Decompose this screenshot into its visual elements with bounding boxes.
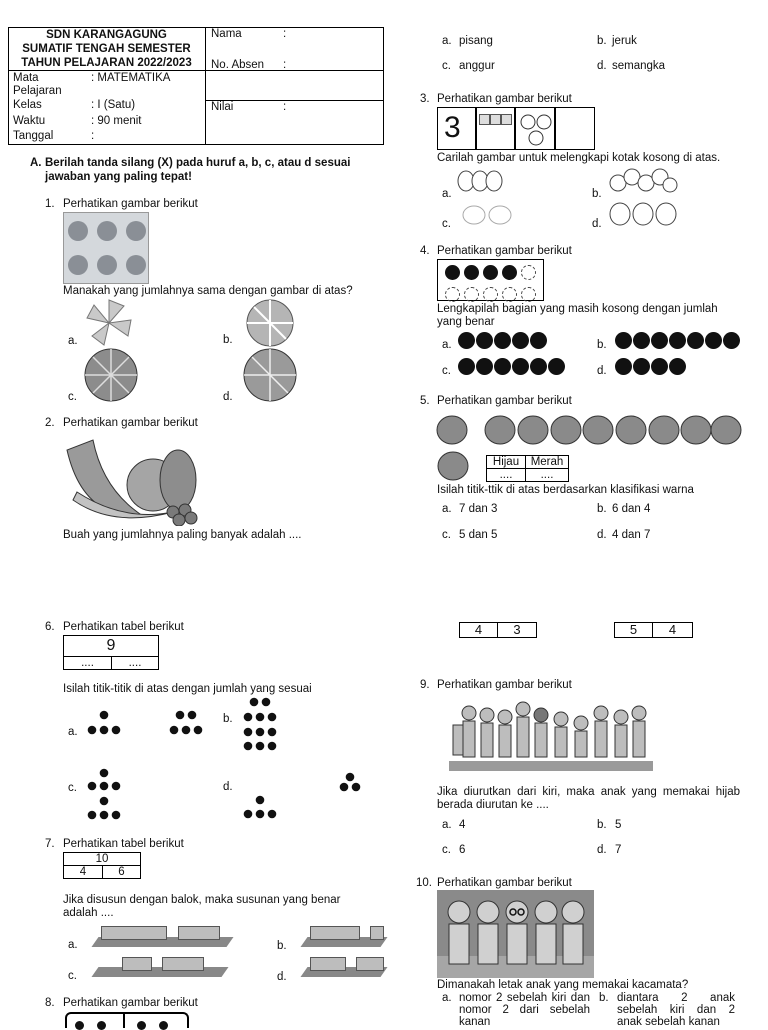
q2-number: 2. xyxy=(45,417,55,429)
option-dot xyxy=(615,358,632,375)
q9-number: 9. xyxy=(420,679,430,691)
q7-blocks-b-left xyxy=(310,926,360,940)
q2-option-a[interactable]: pisang xyxy=(459,35,493,47)
q2-prompt: Perhatikan gambar berikut xyxy=(63,417,198,429)
q9-option-a-letter[interactable]: a. xyxy=(442,819,452,831)
q9-option-c[interactable]: 6 xyxy=(459,844,466,856)
filled-dot xyxy=(483,265,498,280)
option-dot xyxy=(651,358,668,375)
q3-chicks-c-image xyxy=(460,200,520,230)
q7-prompt: Perhatikan tabel berikut xyxy=(63,838,184,850)
date-value: : xyxy=(91,130,95,142)
q9-option-d-letter[interactable]: d. xyxy=(597,844,607,856)
q7-option-b[interactable]: b. xyxy=(277,940,287,952)
empty-dot xyxy=(464,287,479,302)
option-dot xyxy=(633,332,650,349)
q3-grid-cell xyxy=(476,107,515,150)
option-dot xyxy=(494,332,511,349)
empty-dot xyxy=(483,287,498,302)
q7-right-cell: 6 xyxy=(102,865,141,879)
q7-blocks-c-left xyxy=(122,957,152,971)
time-value: : 90 menit xyxy=(91,115,142,127)
exam-title: SUMATIF TENGAH SEMESTER xyxy=(22,43,191,55)
option-dot xyxy=(476,332,493,349)
q3-number-box: 3 xyxy=(437,107,476,150)
q1-number: 1. xyxy=(45,198,55,210)
q7-plate-c xyxy=(91,967,228,977)
q1-option-a[interactable]: a. xyxy=(68,335,78,347)
class-label: Kelas xyxy=(13,99,42,111)
header-divider xyxy=(205,27,206,144)
q10-option-a[interactable]: nomor 2 sebelah kiri dan nomor 2 dari sebelah kanan xyxy=(459,992,590,1028)
q8-option-1-right[interactable]: 3 xyxy=(497,622,537,638)
option-dot xyxy=(669,332,686,349)
q2-option-d-letter[interactable]: d. xyxy=(597,60,607,72)
q2-option-b-letter[interactable]: b. xyxy=(597,35,607,47)
q9-option-b[interactable]: 5 xyxy=(615,819,622,831)
option-dot xyxy=(512,332,529,349)
option-dot xyxy=(458,332,475,349)
q7-option-d[interactable]: d. xyxy=(277,971,287,983)
q9-question xyxy=(437,786,740,812)
subject-value: : MATEMATIKA xyxy=(91,72,171,84)
q2-option-d[interactable]: semangka xyxy=(612,60,666,72)
q5-option-b[interactable]: 6 dan 4 xyxy=(612,503,651,515)
q7-total-cell: 10 xyxy=(63,852,141,866)
option-dot xyxy=(530,358,547,375)
q6-dots-b-image xyxy=(238,694,283,754)
class-value: : I (Satu) xyxy=(91,99,136,111)
q7-blocks-b-right xyxy=(370,926,384,940)
q6-option-d[interactable]: d. xyxy=(223,781,233,793)
empty-dot xyxy=(521,287,536,302)
q1-pizza-d-image xyxy=(243,348,297,402)
q5-option-a[interactable]: 7 dan 3 xyxy=(459,503,498,515)
school-year: TAHUN PELAJARAN 2022/2023 xyxy=(21,57,192,69)
option-dot xyxy=(458,358,475,375)
section-instruction: Berilah tanda silang (X) pada huruf a, b, c, atau d sesuai xyxy=(45,157,351,169)
q5-header-green: Hijau xyxy=(486,455,526,469)
q4-option-a[interactable]: a. xyxy=(442,339,452,351)
q6-option-a[interactable]: a. xyxy=(68,726,78,738)
q5-prompt: Perhatikan gambar berikut xyxy=(437,395,572,407)
option-dot xyxy=(687,332,704,349)
q6-total-cell: 9 xyxy=(63,635,159,657)
q7-question: Jika disusun dengan balok, maka susunan yang benar xyxy=(63,894,341,906)
q6-option-b[interactable]: b. xyxy=(223,713,233,725)
q6-option-c[interactable]: c. xyxy=(68,782,77,794)
q3-grid-cell xyxy=(515,107,555,150)
q3-option-a[interactable]: a. xyxy=(442,188,452,200)
q3-empty-box xyxy=(555,107,595,150)
q2-option-c-letter[interactable]: c. xyxy=(442,60,451,72)
q7-blocks-d-left xyxy=(310,957,346,971)
empty-dot xyxy=(502,287,517,302)
q1-option-d[interactable]: d. xyxy=(223,391,233,403)
q1-pizza-a-image xyxy=(84,298,134,348)
absen-label: No. Absen xyxy=(211,59,265,71)
q6-dots-a-image xyxy=(85,708,215,738)
q5-option-b-letter[interactable]: b. xyxy=(597,503,607,515)
q1-question: Manakah yang jumlahnya sama dengan gambar di atas? xyxy=(63,285,353,297)
name-label: Nama xyxy=(211,28,242,40)
option-dot xyxy=(723,332,740,349)
nilai-colon: : xyxy=(283,101,287,113)
q4-option-b[interactable]: b. xyxy=(597,339,607,351)
q7-option-c[interactable]: c. xyxy=(68,970,77,982)
q8-picture xyxy=(65,1012,189,1028)
q4-question: Lengkapilah bagian yang masih kosong dengan jumlah xyxy=(437,303,718,315)
nilai-label: Nilai xyxy=(211,101,234,113)
q4-option-c[interactable]: c. xyxy=(442,365,451,377)
q9-option-d[interactable]: 7 xyxy=(615,844,622,856)
subject-label: Mata Pelajaran xyxy=(13,72,62,97)
q6-prompt: Perhatikan tabel berikut xyxy=(63,621,184,633)
q7-blocks-a-right xyxy=(178,926,220,940)
filled-dot xyxy=(502,265,517,280)
q4-option-c-dots xyxy=(458,358,566,378)
q6-blank-right: .... xyxy=(111,656,159,670)
q4-number: 4. xyxy=(420,245,430,257)
empty-dot xyxy=(521,265,536,280)
time-label: Waktu xyxy=(13,115,46,127)
q3-chicks-b-image xyxy=(608,165,678,195)
q5-option-d[interactable]: 4 dan 7 xyxy=(612,529,651,541)
q6-number: 6. xyxy=(45,621,55,633)
q1-pizza-c-image xyxy=(84,348,138,402)
section-letter: A. xyxy=(30,157,42,169)
q1-option-c[interactable]: c. xyxy=(68,391,77,403)
q2-fruit-picture xyxy=(63,430,201,526)
option-dot xyxy=(615,332,632,349)
q3-option-d[interactable]: d. xyxy=(592,218,602,230)
q5-option-c-letter[interactable]: c. xyxy=(442,529,451,541)
q5-option-d-letter[interactable]: d. xyxy=(597,529,607,541)
q6-question: Isilah titik-titik di atas dengan jumlah yang sesuai xyxy=(63,683,312,695)
option-dot xyxy=(669,358,686,375)
q7-blocks-d-right xyxy=(356,957,384,971)
q10-number: 10. xyxy=(416,877,432,889)
q2-option-c[interactable]: anggur xyxy=(459,60,495,72)
q4-prompt: Perhatikan gambar berikut xyxy=(437,245,572,257)
q4-option-d[interactable]: d. xyxy=(597,365,607,377)
school-name: SDN KARANGAGUNG xyxy=(46,29,167,41)
q1-pizza-b-image xyxy=(243,298,297,348)
q10-option-b-letter[interactable]: b. xyxy=(599,992,609,1004)
filled-dot xyxy=(464,265,479,280)
q9-option-b-letter[interactable]: b. xyxy=(597,819,607,831)
option-dot xyxy=(530,332,547,349)
q7-left-cell: 4 xyxy=(63,865,103,879)
q7-question-2: adalah .... xyxy=(63,907,114,919)
q2-question: Buah yang jumlahnya paling banyak adalah .... xyxy=(63,529,302,541)
q5-header-red: Merah xyxy=(525,455,569,469)
date-label: Tanggal xyxy=(13,130,54,142)
q9-option-a[interactable]: 4 xyxy=(459,819,466,831)
q6-blank-left: .... xyxy=(63,656,112,670)
q1-option-b[interactable]: b. xyxy=(223,334,233,346)
q10-question: Dimanakah letak anak yang memakai kacamata? xyxy=(437,979,689,991)
q10-prompt: Perhatikan gambar berikut xyxy=(437,877,572,889)
q8-number: 8. xyxy=(45,997,55,1009)
q10-option-a-letter[interactable]: a. xyxy=(442,992,452,1004)
q5-option-a-letter[interactable]: a. xyxy=(442,503,452,515)
q1-prompt: Perhatikan gambar berikut xyxy=(63,198,198,210)
option-dot xyxy=(548,358,565,375)
section-instruction-2: jawaban yang paling tepat! xyxy=(45,171,192,183)
q5-blank-green: .... xyxy=(486,468,526,482)
name-colon: : xyxy=(283,28,287,40)
empty-dot xyxy=(445,287,460,302)
q5-apples-picture xyxy=(436,408,742,486)
option-dot xyxy=(494,358,511,375)
q9-question-text: Jika diurutkan dari kiri, maka anak yang memakai hijab berada diurutan ke .... xyxy=(437,786,740,811)
q5-blank-red: .... xyxy=(525,468,569,482)
q3-chicks-a-image xyxy=(456,165,504,195)
q8-option-2-right[interactable]: 4 xyxy=(652,622,693,638)
option-dot xyxy=(705,332,722,349)
option-dot xyxy=(633,358,650,375)
q3-option-c[interactable]: c. xyxy=(442,218,451,230)
q3-option-b[interactable]: b. xyxy=(592,188,602,200)
q4-option-a-dots xyxy=(458,332,548,352)
q3-number: 3. xyxy=(420,93,430,105)
q3-chicks-d-image xyxy=(608,198,678,230)
q2-option-b[interactable]: jeruk xyxy=(612,35,637,47)
q3-prompt: Perhatikan gambar berikut xyxy=(437,93,572,105)
q4-option-b-dots xyxy=(615,332,741,352)
q8-prompt: Perhatikan gambar berikut xyxy=(63,997,198,1009)
q10-five-children-picture xyxy=(437,890,594,978)
q2-option-a-letter[interactable]: a. xyxy=(442,35,452,47)
q4-option-d-dots xyxy=(615,358,687,378)
q8-option-2-left[interactable]: 5 xyxy=(614,622,653,638)
q7-option-a[interactable]: a. xyxy=(68,939,78,951)
q9-option-c-letter[interactable]: c. xyxy=(442,844,451,856)
q7-blocks-c-right xyxy=(162,957,204,971)
q3-question: Carilah gambar untuk melengkapi kotak kosong di atas. xyxy=(437,152,721,164)
q6-dots-c-image xyxy=(85,766,130,822)
q10-option-b[interactable]: diantara 2 anak sebelah kiri dan 2 anak sebelah kanan xyxy=(617,992,735,1028)
q6-dots-d-image xyxy=(238,770,368,820)
option-dot xyxy=(512,358,529,375)
q1-picture-six-dogs xyxy=(63,212,149,284)
q5-question: Isilah titik-ttik di atas berdasarkan klasifikasi warna xyxy=(437,484,694,496)
filled-dot xyxy=(445,265,460,280)
header-rule xyxy=(8,70,383,71)
absen-colon: : xyxy=(283,59,287,71)
q5-option-c[interactable]: 5 dan 5 xyxy=(459,529,498,541)
q4-ten-frame xyxy=(437,259,544,301)
q7-number: 7. xyxy=(45,838,55,850)
q7-blocks-a-left xyxy=(101,926,167,940)
q9-children-line-picture xyxy=(445,699,655,775)
q4-question-2: yang benar xyxy=(437,316,495,328)
q8-option-1-left[interactable]: 4 xyxy=(459,622,498,638)
q5-number: 5. xyxy=(420,395,430,407)
q9-prompt: Perhatikan gambar berikut xyxy=(437,679,572,691)
option-dot xyxy=(651,332,668,349)
option-dot xyxy=(476,358,493,375)
